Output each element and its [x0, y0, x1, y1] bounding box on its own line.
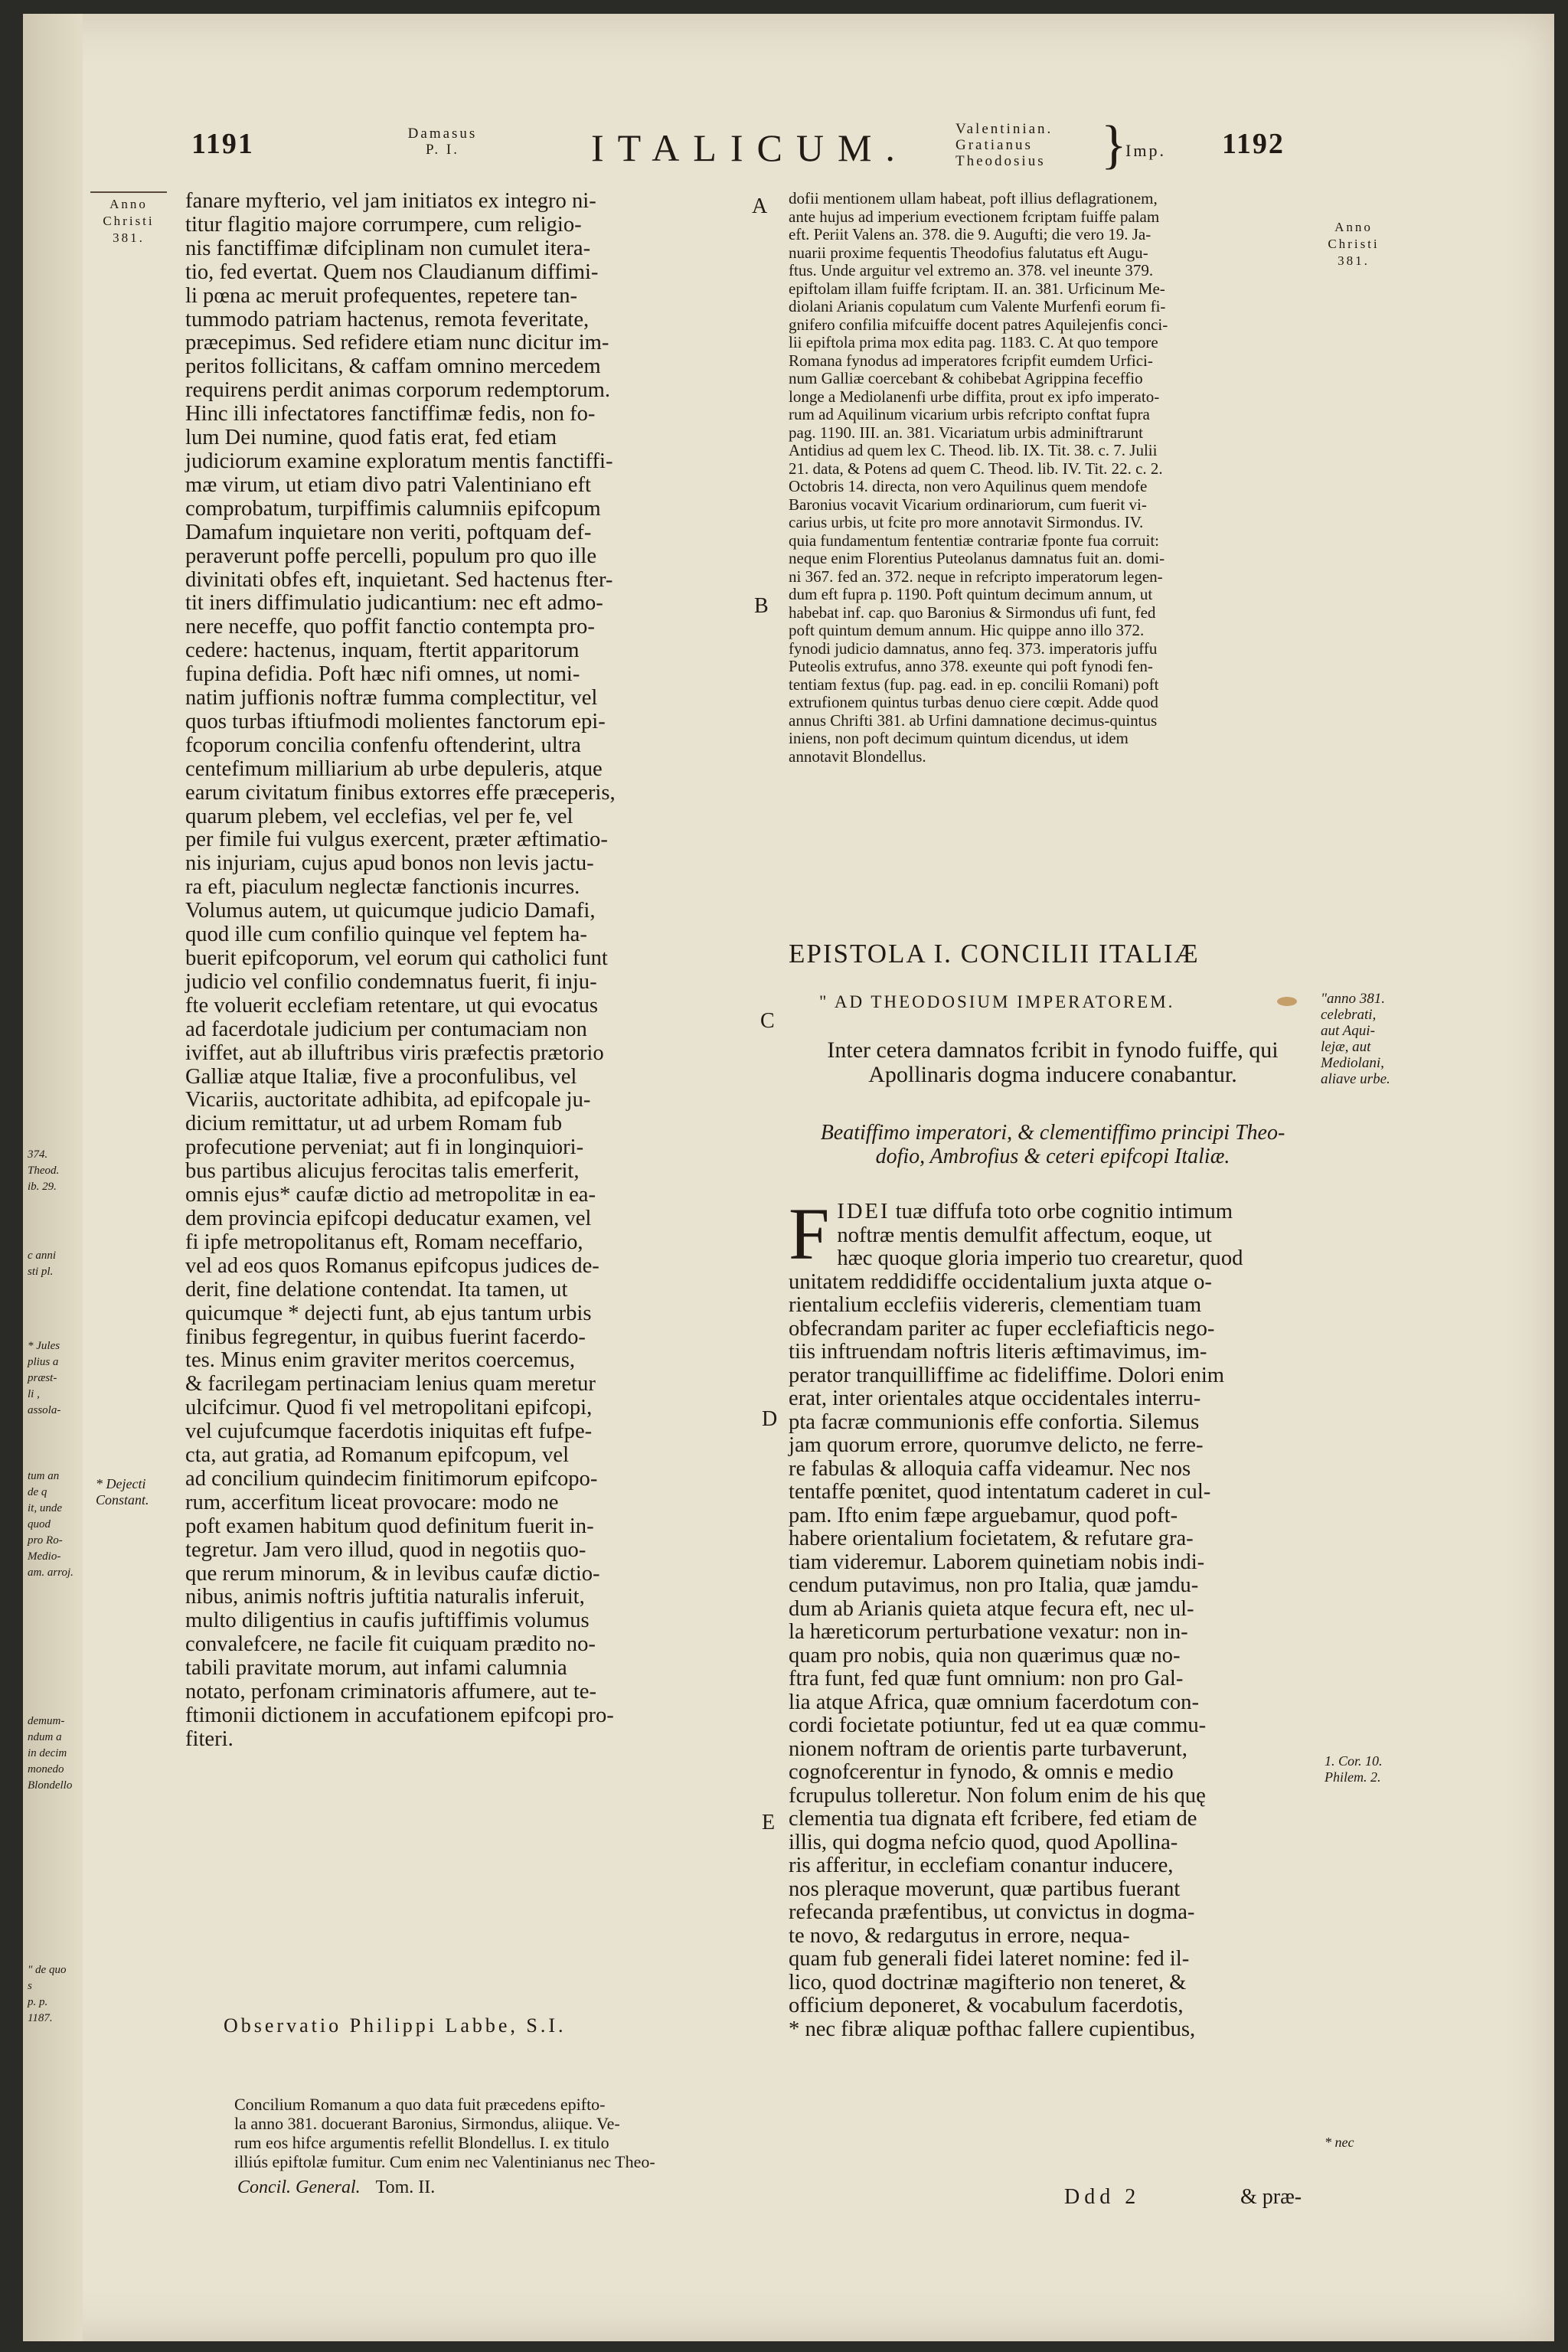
margin-anno-left: Anno [109, 197, 148, 211]
footer-concil: Concil. General. [237, 2177, 361, 2197]
page-number-left: 1191 [191, 128, 254, 160]
left-column-text: fanare myfterio, vel jam initiatos ex integro ni- titur flagitio majore corrumpere, cum religio- nis fanctiffimæ difciplinam non cumulet itera- tio, fed evertat. Quem nos Claudianum diffimi- li pœna ac meruit profequentes, repetere tan- tummodo patriam hactenus, remota feveritate, præcepimus. Sed refidere etiam nunc dicitur im- peritos follicitans, & caffam omnino mercedem requirens perdit animas corporum redemptorum. Hinc illi infectatores fanctiffimæ fedis, non fo- lum Dei numine, quod fatis erat, fed etiam judiciorum examine exploratum mentis fanctiffi- mæ virum, ut etiam divo patri Valentiniano eft comprobatum, turpiffimis calumniis epifcopum Damafum inquietare non veriti, poftquam def- peraverunt poffe percelli, populum pro quo ille divinitati obfes eft, inquietant. Sed hactenus fter- tit iners diffimulatio judicantium: nec eft admo- nere neceffe, quo poffit fanctio contempta pro- cedere: hactenus, inquam, ftertit apparitorum fupina defidia. Poft hæc nifi omnes, ut nomi- natim juffionis noftræ fumma complectitur, vel quos turbas iftiufmodi molientes fanctorum epi- fcoporum concilia confenfu oftenderint, ultra centefimum milliarium ab urbe depuleris, atque earum civitatum finibus extorres effe præceperis, quarum plebem, vel ecclefias, vel per fe, vel per fimile fui vulgus exercent, præter æftimatio- nis injuriam, cujus apud bonos non levis jactu- ra eft, piaculum neglectæ fanctionis incurres. Volumus autem, ut quicumque judicio Damafi, quod ille cum confilio quinque vel feptem ha- buerit epifcoporum, vel eorum qui catholici funt judicio vel confilio condemnatus fuerit, fi inju- fte voluerit ecclefiam retentare, ut qui evocatus ad facerdotale judicium per contumaciam non iviffet, aut ab illuftribus viris præfectis prætorio Galliæ atque Italiæ, five a proconfulibus, vel Vicariis, auctoritate adhibita, ad epifcopale ju- dicium remittatur, ut ad urbem Romam fub profecutione perveniat; aut fi in longinquiori- bus partibus alicujus ferocitas talis emerferit, omnis ejus* caufæ dictio ad metropolitæ in ea- dem provincia epifcopi deducatur examen, vel fi ipfe metropolitanus eft, Romam neceffario, vel ad eos quos Romanus epifcopus judices de- derit, fine delatione contendat. Ita tamen, ut quicumque * dejecti funt, ab ejus tantum urbis finibus fegregentur, in quibus fuerint facerdo- tes. Minus enim graviter meritos coercemus, & facrilegam pertinaciam lenius quam meretur ulcifcimur. Quod fi vel metropolitani epifcopi, vel cujufcumque facerdotis iniquitas eft fufpe- cta, aut gratia, ad Romanum epifcopum, vel ad concilium quindecim finitimorum epifcopo- rum, accerfitum liceat provocare: modo ne poft examen habitum quod definitum fuerit in- tegretur. Jam vero illud, quod in negotiis quo- que rerum minorum, & in levibus caufæ dictio- nibus, animis noftris juftitia naturalis inferuit, multo diligentius in caufis juftiffimis volumus convalefcere, ne facile fit cuiquam prædito no- tabili pravitate morum, aut infami calumnia notato, perfonam criminatoris affumere, aut te- ftimonii dictionem in accufationem epifcopi pro- fiteri. [185, 189, 616, 1751]
epistola-body-text: tuæ diffufa toto orbe cognitio intimum noftræ mentis demulfit affectum, eoque, ut hæc quoque gloria imperio tuo crearetur, quod unitatem reddidiffe occidentalium juxta atque o- rientalium ecclefiis videreris, clementiam tuam obfecrandam pariter ac fuper ecclefiafticis nego- tiis inftruendam noftris literis æftimavimus, im- perator tranquilliffime ac fideliffime. Dolori enim erat, inter orientales atque occidentales interru- pta facræ communionis effe confortia. Silemus jam quorum errore, quorumve delicto, ne ferre- re fabulas & alloquia caffa videamur. Nec nos tentaffe pœnitet, quod intentatum caderet in cul- pam. Ifto enim fæpe arguebamur, quod poft- habere orientalium focietatem, & refutare gra- tiam videremur. Laborem quinetiam nobis indi- cendum putavimus, non pro Italia, quæ jamdu- dum ab Arianis quieta atque fecura eft, nec ul- la hæreticorum perturbatione vexatur: non in- quam pro nobis, quia non quærimus quæ no- ftra funt, fed quæ funt omnium: non pro Gal- lia atque Africa, quæ omnium facerdotum con- cordi focietate potiuntur, fed ut ea quæ commu- nionem noftram de orientis parte turbaverunt, cognofcerentur in fynodo, & omnis e medio fcrupulus tolleretur. Non folum enim de his quę clementia tua dignata eft fcribere, fed etiam de illis, qui dogma nefcio quod, quod Apollina- ris afferitur, in ecclefiam conantur inducere, nos pleraque moverunt, quæ partibus fuerant refecanda præfentibus, ut convictus in dogma- te novo, & redargutus in errore, nequa- quam fub generali fidei lateret nomine: fed il- lico, quod doctrinæ magifterio non teneret, & officium deponeret, & vocabulum facerdotis, * nec fibræ aliquæ pofthac fallere cupientibus, [789, 1200, 1243, 2041]
margin-year-value-right: 381. [1338, 253, 1370, 268]
epistola-salutation-block [789, 1121, 1317, 1168]
epistola-heading: EPISTOLA I. CONCILII ITALIÆ [789, 939, 1200, 969]
margin-christi-right: Christi [1328, 237, 1380, 251]
book-page [23, 14, 1554, 2341]
section-letter-b: B [754, 594, 769, 618]
footer-collection [237, 2177, 435, 2198]
emperor-theodosius: Theodosius [956, 153, 1046, 169]
emperors-label: Imp. [1125, 141, 1166, 160]
margin-note-dejecti: * Dejecti Constant. [96, 1476, 149, 1508]
epistola-summary-block [789, 1038, 1317, 1087]
margin-anno-right: Anno [1334, 220, 1373, 234]
signature-mark: Ddd 2 [1064, 2185, 1141, 2209]
epistola-text [789, 1193, 1317, 2041]
pope-name-text: Damasus [407, 126, 478, 142]
emperor-valentinian: Valentinian. [956, 121, 1054, 137]
right-notes-text: dofii mentionem ullam habeat, poft illius deflagrationem, ante hujus ad imperium evectionem fcriptam fuiffe palam eft. Periit Valens an. 378. die 9. Augufti; die vero 19. Ja- nuarii proxime fequentis Theodofius falutatus eft Augu- ftus. Unde arguitur vel extremo an. 378. vel ineunte 379. epiftolam illam fuiffe fcriptam. II. an. 381. Urficinum Me- diolani Arianis copulatum cum Valente Murfenfi eorum fi- gnifero confilia mifcuiffe docent patres Aquilejenfis conci- lii epiftola prima mox edita pag. 1183. C. At quo tempore Romana fynodus ad imperatores fcripfit eumdem Urfici- num Galliæ coercebant & cohibebat Agrippina feceffio longe a Mediolanenfi urbe diffita, prout ex ipfo imperato- rum ad Aquilinum vicarium urbis refcripto conftat fupra pag. 1190. III. an. 381. Vicariatum urbis adminiftrarunt Antidius ad quem lex C. Theod. lib. IX. Tit. 38. c. 7. Julii 21. data, & Potens ad quem C. Theod. lib. IV. Tit. 22. c. 2. Octobris 14. directa, non vero Aquilinus quem mendofe Baronius vocavit Vicarium ordinariorum, cum fuerit vi- carius urbis, ut fcite pro more annotavit Sirmondus. IV. quia fundamentum fententiæ contrariæ fponte fua corruit: neque enim Florentius Puteolanus damnatus fuit an. domi- ni 367. fed an. 372. neque in refcripto imperatorum legen- dum eft fupra p. 1190. Poft quintum decimum annum, ut habebat inf. cap. quo Baronius & Sirmondus ufi funt, fed poft quintum demum annum. Hic quippe anno illo 372. fynodi judicio damnatus, anno feq. 373. imperatoris juffu Puteolis extrufus, anno 378. exeunte qui poft fynodi fen- tentiam fextus (fup. pag. ead. in ep. concilii Romani) poft extrufionem quintus turbas denuo ciere cœpit. Adde quod annus Chrifti 381. ab Urfini damnatione decimus-quintus iniens, non poft decimum quintum dicendus, ut idem annotavit Blondellus. [789, 189, 1168, 766]
page-number-right: 1192 [1222, 128, 1285, 160]
margin-year-right [1315, 219, 1392, 270]
gutter-fragment-2: c anni sti pl. [28, 1250, 57, 1278]
section-letter-c: C [760, 1009, 775, 1033]
margin-note-celebrati: "anno 381. celebrati, aut Aqui- lejæ, aut Mediolani, aliave urbe. [1321, 991, 1390, 1087]
margin-note-corinthians: 1. Cor. 10. Philem. 2. [1325, 1753, 1383, 1785]
emperors-block [956, 121, 1124, 169]
paper-stain [1277, 997, 1297, 1006]
epistola-body [789, 1193, 1317, 2041]
gutter-fragment-5: demum- ndum a in decim monedo Blondello [28, 1715, 73, 1792]
margin-year-value-left: 381. [113, 230, 145, 245]
margin-christi-left: Christi [103, 214, 155, 228]
epistola-first-word: IDEI [837, 1200, 890, 1223]
footer-tom: Tom. II. [375, 2177, 436, 2197]
section-letter-a: A [752, 194, 768, 218]
catchword: & præ- [1240, 2185, 1302, 2209]
margin-year-left [90, 191, 167, 247]
epistola-salutation: Beatiffimo imperatori, & clementiffimo principi Theo- dofio, Ambrofius & ceteri epifcopi Italiæ. [820, 1121, 1285, 1168]
gutter-fragment-1: 374. Theod. ib. 29. [28, 1148, 60, 1193]
epistola-summary: Inter cetera damnatos fcribit in fynodo fuiffe, qui Apollinaris dogma inducere conabantur. [827, 1037, 1279, 1087]
brace-symbol: } [1101, 116, 1127, 175]
left-column [185, 190, 752, 1752]
observatio-block [234, 2095, 763, 2171]
observatio-heading: Observatio Philippi Labbe, S.I. [224, 2014, 567, 2037]
section-letter-d: D [762, 1407, 778, 1431]
emperor-gratianus: Gratianus [956, 137, 1033, 153]
gutter-fragment-4: tum an de q it, unde quod pro Ro- Medio- am. arroj. [28, 1470, 74, 1579]
epistola-subheading: " AD THEODOSIUM IMPERATOREM. [819, 992, 1175, 1011]
section-letter-e: E [762, 1811, 776, 1834]
right-notes-column [789, 190, 1317, 766]
pope-number: P. I. [425, 142, 460, 158]
running-title: ITALICUM. [591, 126, 909, 169]
pope-name [381, 126, 504, 158]
margin-note-nec: * nec [1325, 2135, 1354, 2150]
observatio-text: Concilium Romanum a quo data fuit præcedens epifto- la anno 381. docuerant Baronius, Sirmondus, aliique. Ve- rum eos hifce argumentis refellit Blondellus. I. ex titulo illiús epiftolæ fumitur. Cum enim nec Valentinianus nec Theo- [234, 2095, 655, 2171]
gutter-fragment-6: " de quo s p. p. 1187. [28, 1964, 67, 2024]
gutter-fragment-3: * Jules plius a præst- li , assola- [28, 1340, 61, 1416]
dropcap-letter: F [789, 1193, 830, 1275]
